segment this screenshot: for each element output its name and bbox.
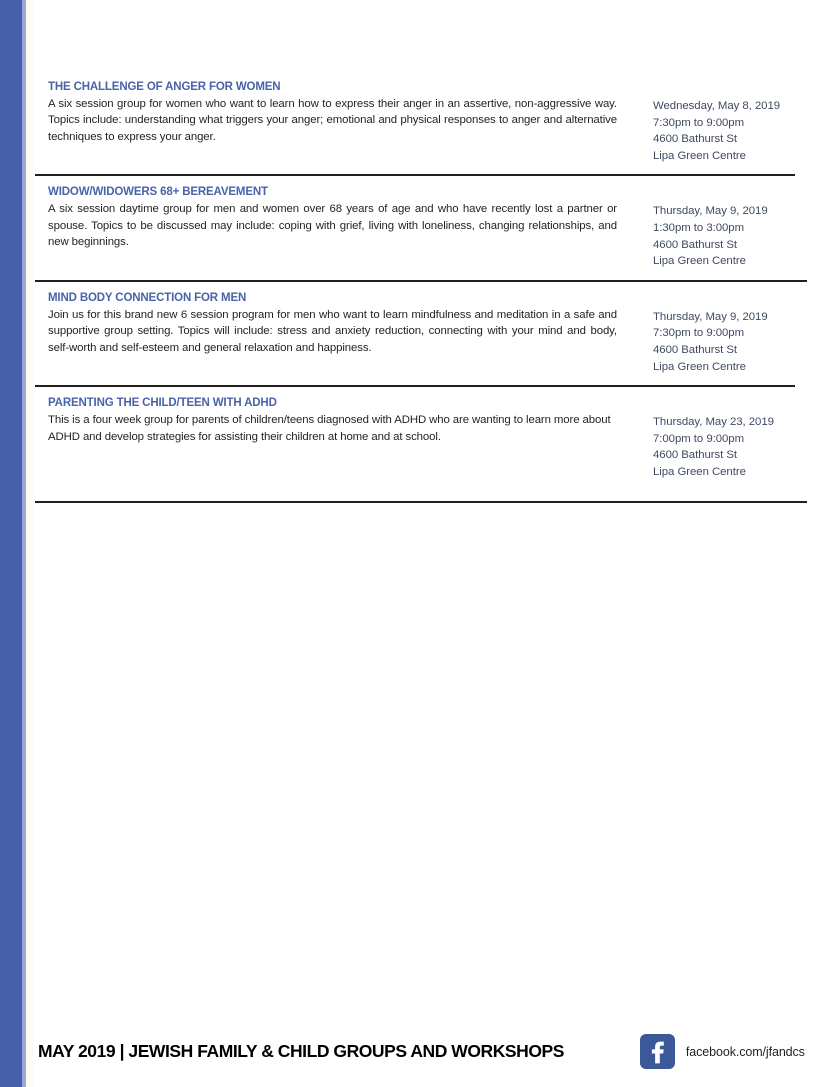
program-description-column [33, 80, 617, 145]
section-divider [35, 280, 807, 282]
program-address: 4600 Bathurst St [653, 238, 738, 251]
program-date: Thursday, May 9, 2019 [653, 205, 768, 218]
program-address: 4600 Bathurst St [653, 449, 738, 462]
program-entry [33, 291, 840, 375]
program-details-column [617, 80, 840, 164]
program-entry [33, 396, 840, 480]
program-body: This is a four week group for parents of children/teens diagnosed with ADHD who are wanting to learn more about ADHD and develop strategies for assisting their children at home and at school. [48, 414, 611, 443]
program-date: Thursday, May 23, 2019 [653, 416, 774, 429]
content-column [33, 0, 840, 1087]
program-venue: Lipa Green Centre [653, 149, 746, 162]
facebook-url-label[interactable]: facebook.com/jfandcs [685, 1044, 805, 1059]
section-divider [35, 501, 807, 503]
program-venue: Lipa Green Centre [653, 255, 746, 268]
program-title: PARENTING THE CHILD/TEEN WITH ADHD [48, 397, 277, 410]
program-time: 1:30pm to 3:00pm [653, 221, 745, 234]
program-time: 7:00pm to 9:00pm [653, 432, 745, 445]
program-description-column [33, 396, 617, 445]
program-time: 7:30pm to 9:00pm [653, 327, 745, 340]
program-details-column [617, 396, 840, 480]
program-details-column [617, 185, 840, 269]
program-venue: Lipa Green Centre [653, 465, 746, 478]
footer-title: MAY 2019 | JEWISH FAMILY & CHILD GROUPS AND WORKSHOPS [38, 1041, 564, 1061]
facebook-icon[interactable] [640, 1034, 675, 1069]
program-body: A six session group for women who want to learn how to express their anger in an assertive, non-aggressive way. Topics include: understanding what triggers your anger; emotional and physical responses to anger and alternative techniques to express your anger. [48, 98, 617, 143]
section-divider [35, 174, 795, 176]
program-title: MIND BODY CONNECTION FOR MEN [48, 291, 247, 304]
page-footer [33, 1034, 823, 1069]
program-description-column [33, 185, 617, 250]
program-title: WIDOW/WIDOWERS 68+ BEREAVEMENT [48, 186, 268, 199]
section-divider [35, 385, 795, 387]
program-details-column [617, 291, 840, 375]
left-accent-bar [0, 0, 22, 1087]
left-cream-strip [26, 0, 33, 1087]
program-description-column [33, 291, 617, 356]
program-entry [33, 185, 840, 269]
program-body: A six session daytime group for men and women over 68 years of age and who have recently lost a partner or spouse. Topics to be discussed may include: coping with grief, living with loneliness, changing relationships, and new beginnings. [48, 203, 617, 249]
footer-social-group[interactable] [640, 1034, 805, 1069]
program-date: Thursday, May 9, 2019 [653, 310, 768, 323]
program-venue: Lipa Green Centre [653, 360, 746, 373]
program-entry [33, 80, 840, 164]
program-address: 4600 Bathurst St [653, 343, 738, 356]
program-title: THE CHALLENGE OF ANGER FOR WOMEN [48, 81, 281, 93]
program-date: Wednesday, May 8, 2019 [653, 100, 781, 112]
program-address: 4600 Bathurst St [653, 133, 738, 146]
program-body: Join us for this brand new 6 session program for men who want to learn mindfulness and meditation in a safe and supportive group setting. Topics will include: stress and anxiety reduction, connecting with your mind and body, self-worth and self-esteem and general relaxation and happiness. [48, 308, 617, 354]
program-time: 7:30pm to 9:00pm [653, 116, 745, 129]
